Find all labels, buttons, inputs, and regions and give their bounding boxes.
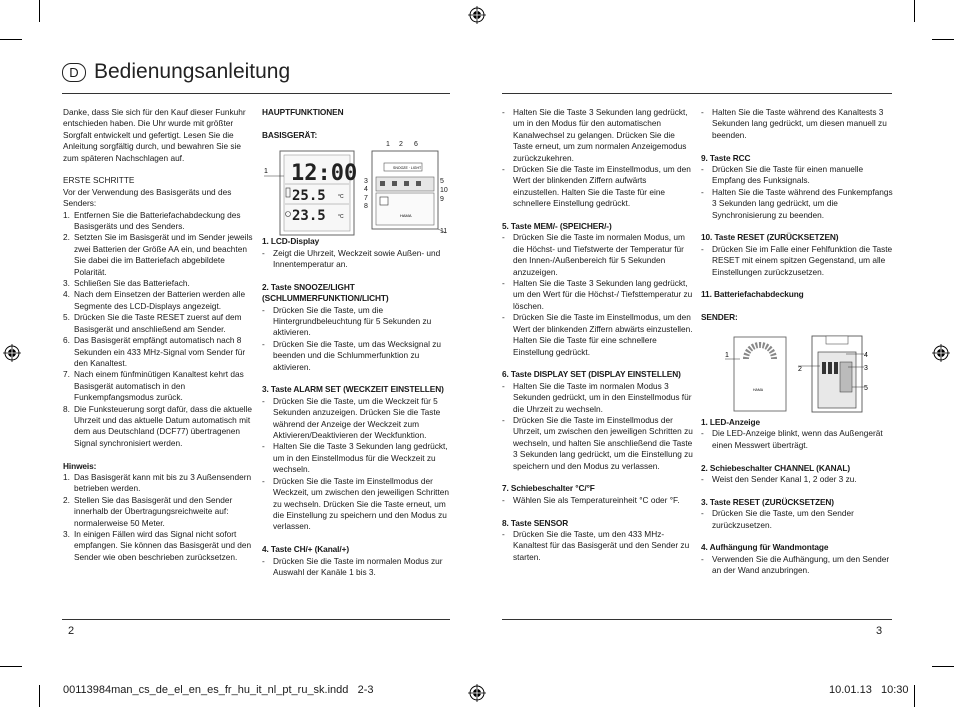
callout-label: 8 bbox=[364, 203, 368, 210]
bullet-list bbox=[262, 305, 455, 373]
bullet-item bbox=[502, 529, 694, 563]
lcd-indoor-temp: 23.5 bbox=[292, 208, 326, 224]
bullet-item bbox=[262, 339, 455, 373]
bullet-text: Drücken Sie die Taste, um das Wecksignal zu beenden und die Schlummerfunktion zu aktivieren. bbox=[273, 338, 442, 372]
callout-label: 6 bbox=[414, 141, 418, 148]
registration-mark-icon bbox=[468, 684, 486, 702]
list-item bbox=[63, 495, 253, 529]
intro-text: Danke, dass Sie sich für den Kauf dieser Funkuhr entschieden haben. Die Uhr wurde mit größter Sorgfalt entwickelt und gefertigt. Lesen Sie die Anleitung sorgfältig durch, und bewahren Sie sie zum späteren Nachschlagen auf. bbox=[63, 107, 246, 163]
dash-marker: - bbox=[262, 441, 265, 452]
bullet-list bbox=[262, 248, 455, 271]
section-title: 7. Schiebeschalter °C/°F bbox=[502, 483, 595, 494]
page-number-right: 3 bbox=[876, 625, 883, 637]
footer-timestamp: 10.01.13 10:30 bbox=[829, 684, 909, 696]
crop-mark bbox=[932, 39, 954, 40]
dash-marker: - bbox=[502, 278, 505, 289]
crop-mark bbox=[39, 685, 40, 707]
dash-marker: - bbox=[502, 528, 505, 539]
section-title: HAUPTFUNKTIONEN bbox=[262, 107, 344, 117]
list-item bbox=[63, 210, 253, 233]
section-title: 5. Taste MEM/- (SPEICHER/-) bbox=[502, 221, 612, 232]
bullet-text: Drücken Sie die Taste im Einstellmodus der Uhrzeit, um zwischen den jeweiligen Schritten zu wechseln, und halten Sie anschließend die Taste 3 Sekunden lang gedrückt, um die Einstellung zu speichern und den Modus zu verlassen. bbox=[513, 414, 693, 471]
list-item bbox=[63, 404, 253, 450]
list-text: Das Basisgerät kann mit bis zu 3 Außensendern betrieben werden. bbox=[74, 471, 252, 494]
list-marker: 3. bbox=[63, 278, 70, 289]
bullet-text: Drücken Sie die Taste im Einstellmodus, um den Wert der blinkenden Ziffern abwärts einzustellen. Halten Sie die Taste für eine schnellere Einstellung gedrückt. bbox=[513, 312, 693, 357]
dash-marker: - bbox=[262, 475, 265, 486]
header-rule bbox=[502, 93, 892, 94]
list-text: Das Basisgerät empfängt automatisch nach 8 Sekunden ein 433 MHz-Signal vom Sender für den Kanaltest. bbox=[74, 335, 246, 368]
crop-mark bbox=[914, 685, 915, 707]
bullet-text: Drücken Sie die Taste im Einstellmodus, um den Wert der blinkenden Ziffern aufwärts einzustellen. Halten Sie die Taste für eine schnellere Einstellung gedrückt. bbox=[513, 164, 691, 209]
dash-marker: - bbox=[502, 164, 505, 175]
lcd-time: 12:00 bbox=[291, 161, 357, 186]
bullet-item bbox=[701, 428, 893, 451]
footer-rule bbox=[62, 619, 450, 620]
list-text: Nach dem Einsetzen der Batterien werden alle Segmente des LCD-Displays angezeigt. bbox=[74, 289, 246, 311]
bullet-list bbox=[502, 529, 694, 563]
bullet-text: Wählen Sie als Temperatureinheit °C oder °F. bbox=[513, 494, 680, 505]
sender-front-figure bbox=[722, 335, 792, 415]
registration-mark-icon bbox=[932, 344, 950, 362]
registration-mark-icon bbox=[468, 6, 486, 24]
bullet-item bbox=[262, 556, 455, 579]
bullet-text: Verwenden Sie die Aufhängung, um den Sender an der Wand anzubringen. bbox=[712, 553, 890, 576]
section-title: 8. Taste SENSOR bbox=[502, 517, 569, 528]
lcd-unit: °C bbox=[338, 194, 344, 200]
section-title: ERSTE SCHRITTE bbox=[63, 175, 135, 186]
list-item bbox=[63, 289, 253, 312]
list-text: In einigen Fällen wird das Signal nicht sofort empfangen. Sie können das Basisgerät und den Sender wie oben beschrieben zurücksetzen. bbox=[74, 529, 252, 562]
callout-label: 7 bbox=[364, 195, 368, 202]
bullet-text: Drücken Sie die Taste im normalen Modus zur Auswahl der Kanäle 1 bis 3. bbox=[273, 555, 443, 577]
dash-marker: - bbox=[502, 380, 505, 391]
list-text: Die Funksteuerung sorgt dafür, dass die aktuelle Uhrzeit und das aktuelle Datum automatisch mit dem aus Deutschland (DCF77) übertragenen Signal synchronisiert werden. bbox=[74, 403, 253, 448]
list-marker: 1. bbox=[63, 471, 70, 482]
dash-marker: - bbox=[701, 428, 704, 439]
base-unit-back-figure bbox=[360, 143, 452, 238]
callout-label: 5 bbox=[864, 385, 868, 392]
callout-label: 3 bbox=[364, 178, 368, 185]
column-3 bbox=[502, 107, 694, 563]
steps-list bbox=[63, 210, 253, 450]
section-title: 3. Taste ALARM SET (WECKZEIT EINSTELLEN) bbox=[262, 384, 444, 395]
dash-marker: - bbox=[262, 247, 265, 258]
bullet-text: Drücken Sie die Taste im normalen Modus, um die Höchst- und Tiefstwerte der Temperatur für den Innen-/Außenbereich für 5 Sekunden anzuzeigen. bbox=[513, 232, 685, 277]
page-title: Bedienungsanleitung bbox=[94, 60, 291, 83]
bullet-item bbox=[701, 187, 893, 221]
bullet-text: Drücken Sie die Taste, um die Hintergrundbeleuchtung für 5 Sekunden zu aktivieren. bbox=[273, 304, 432, 338]
list-marker: 2. bbox=[63, 232, 70, 243]
bullet-item bbox=[502, 415, 694, 472]
callout-label: 5 bbox=[440, 178, 444, 185]
bullet-text: Drücken Sie die Taste, um die Weckzeit für 5 Sekunden anzuzeigen. Drücken Sie die Taste während der Anzeige der Weckzeit zum Aktivieren/Deaktivieren der Weckfunktion. bbox=[273, 395, 441, 441]
bullet-item bbox=[701, 508, 893, 531]
section-title: 1. LCD-Display bbox=[262, 236, 320, 247]
dash-marker: - bbox=[502, 312, 505, 323]
bullet-list bbox=[701, 107, 893, 141]
lcd-outdoor-temp: 25.5 bbox=[292, 188, 326, 204]
list-marker: 5. bbox=[63, 312, 70, 323]
bullet-list bbox=[701, 474, 893, 485]
section-title: 10. Taste RESET (ZURÜCKSETZEN) bbox=[701, 232, 839, 243]
callout-label: 11 bbox=[440, 228, 448, 235]
footer-filename: 00113984man_cs_de_el_en_es_fr_hu_it_nl_pt_ru_sk.indd 2-3 bbox=[63, 684, 374, 696]
list-marker: 2. bbox=[63, 494, 70, 505]
list-item bbox=[63, 278, 253, 289]
crop-mark bbox=[39, 0, 40, 22]
bullet-list bbox=[701, 428, 893, 451]
paragraph: Vor der Verwendung des Basisgeräts und des Senders: bbox=[63, 186, 232, 209]
bullet-item bbox=[262, 441, 455, 475]
list-marker: 3. bbox=[63, 529, 70, 539]
dash-marker: - bbox=[502, 494, 505, 505]
bullet-list bbox=[701, 508, 893, 531]
bullet-text: Halten Sie die Taste 3 Sekunden lang gedrückt, um in den Modus für den automatischen Kanalwechsel zu gelangen. Drücken Sie die Taste erneut, um zum normalen Anzeigemodus zurückzukehren. bbox=[513, 107, 688, 163]
section-title: 2. Schiebeschalter CHANNEL (KANAL) bbox=[701, 462, 851, 473]
bullet-item bbox=[701, 244, 893, 278]
dash-marker: - bbox=[701, 164, 704, 175]
sender-back-figure bbox=[796, 332, 876, 417]
bullet-list bbox=[701, 164, 893, 221]
brand-label: HAMA bbox=[753, 388, 764, 392]
dash-marker: - bbox=[502, 414, 505, 425]
bullet-item bbox=[262, 305, 455, 339]
dash-marker: - bbox=[701, 107, 704, 117]
registration-mark-icon bbox=[3, 344, 21, 362]
dash-marker: - bbox=[502, 232, 505, 243]
list-marker: 1. bbox=[63, 209, 70, 220]
bullet-text: Halten Sie die Taste im normalen Modus 3 Sekunden gedrückt, um in den Einstellmodus für die Uhrzeit zu wechseln. bbox=[513, 380, 692, 414]
crop-mark bbox=[0, 39, 22, 40]
list-text: Drücken Sie die Taste RESET zuerst auf dem Basisgerät und anschließend am Sender. bbox=[74, 312, 242, 334]
dash-marker: - bbox=[701, 553, 704, 564]
dash-marker: - bbox=[262, 555, 265, 566]
callout-label: 2 bbox=[798, 366, 802, 373]
bullet-text: Zeigt die Uhrzeit, Weckzeit sowie Außen- und Innentemperatur an. bbox=[273, 247, 441, 270]
bullet-text: Weist den Sender Kanal 1, 2 oder 3 zu. bbox=[712, 474, 857, 485]
page-header bbox=[62, 60, 290, 84]
callout-label: 3 bbox=[864, 365, 868, 372]
section-title: BASISGERÄT: bbox=[262, 129, 318, 140]
bullet-item bbox=[262, 476, 455, 533]
bullet-list bbox=[262, 396, 455, 533]
bullet-item bbox=[701, 474, 893, 485]
dash-marker: - bbox=[262, 395, 265, 406]
bullet-text: Drücken Sie die Taste im Einstellmodus der Weckzeit, um zwischen den jeweiligen Schritten zu wechseln. Drücken Sie die Taste erneut, um die Einstellung zu speichern und den Modus zu verlassen. bbox=[273, 475, 450, 532]
list-item bbox=[63, 232, 253, 278]
callout-label: 2 bbox=[399, 141, 403, 148]
callout-label: 9 bbox=[440, 196, 444, 203]
bullet-text: Drücken Sie die Taste, um den Sender zurückzusetzen. bbox=[712, 508, 854, 530]
list-marker: 8. bbox=[63, 403, 70, 414]
callout-label: 1 bbox=[725, 352, 729, 359]
note-title: Hinweis: bbox=[63, 460, 97, 471]
bullet-text: Die LED-Anzeige blinkt, wenn das Außengerät einen Messwert überträgt. bbox=[712, 428, 883, 450]
list-text: Setzten Sie im Basisgerät und im Sender jeweils zwei Batterien der Größe AA ein, und beachten Sie dabei die im Batteriefach abgebildete Polarität. bbox=[74, 232, 253, 277]
dash-marker: - bbox=[262, 338, 265, 349]
bullet-item bbox=[502, 164, 694, 210]
button-label: SNOOZE · LIGHT bbox=[393, 166, 422, 170]
bullet-list bbox=[701, 554, 893, 577]
callout-label: 1 bbox=[264, 168, 268, 175]
bullet-item bbox=[701, 554, 893, 577]
bullet-item bbox=[701, 107, 893, 141]
section-title: 2. Taste SNOOZE/LIGHT (SCHLUMMERFUNKTION/LICHT) bbox=[262, 281, 389, 304]
language-badge: D bbox=[62, 63, 86, 82]
column-1 bbox=[63, 107, 253, 563]
dash-marker: - bbox=[502, 107, 505, 117]
dash-marker: - bbox=[701, 474, 704, 485]
bullet-list bbox=[262, 556, 455, 579]
bullet-item bbox=[502, 278, 694, 312]
section-title: 6. Taste DISPLAY SET (DISPLAY EINSTELLEN) bbox=[502, 369, 681, 380]
bullet-list bbox=[701, 244, 893, 278]
footer-rule bbox=[502, 619, 892, 620]
dash-marker: - bbox=[262, 304, 265, 315]
section-title: 9. Taste RCC bbox=[701, 152, 751, 163]
list-item bbox=[63, 369, 253, 403]
list-text: Nach einem fünfminütigen Kanaltest kehrt das Basisgerät automatisch in den Funkempfangsmodus zurück. bbox=[74, 369, 244, 403]
section-title: 4. Taste CH/+ (Kanal/+) bbox=[262, 544, 349, 555]
bullet-text: Halten Sie die Taste während des Kanaltests 3 Sekunden lang gedrückt, um diesen manuell zu beenden. bbox=[712, 107, 887, 140]
bullet-item bbox=[262, 396, 455, 442]
bullet-text: Drücken Sie die Taste, um den 433 MHz-Kanaltest für das Basisgerät und den Sender zu starten. bbox=[513, 528, 690, 562]
crop-mark bbox=[932, 666, 954, 667]
bullet-list bbox=[502, 107, 694, 210]
list-text: Stellen Sie das Basisgerät und den Sender innerhalb der Übertragungsreichweite auf: normalerweise 50 Meter. bbox=[74, 494, 233, 528]
callout-label: 1 bbox=[386, 141, 390, 148]
brand-label: HAMA bbox=[400, 213, 412, 218]
lcd-unit: °C bbox=[338, 214, 344, 220]
list-item bbox=[63, 312, 253, 335]
section-title: 11. Batteriefachabdeckung bbox=[701, 289, 804, 300]
section-title: 3. Taste RESET (ZURÜCKSETZEN) bbox=[701, 496, 834, 507]
section-title: 1. LED-Anzeige bbox=[701, 417, 760, 428]
bullet-list bbox=[502, 381, 694, 472]
section-title: SENDER: bbox=[701, 312, 738, 323]
dash-marker: - bbox=[701, 243, 704, 254]
section-title: 4. Aufhängung für Wandmontage bbox=[701, 542, 829, 553]
list-item bbox=[63, 472, 253, 495]
bullet-text: Halten Sie die Taste 3 Sekunden lang gedrückt, um in den Einstellmodus für die Weckzeit zu wechseln. bbox=[273, 441, 448, 475]
bullet-item bbox=[502, 232, 694, 278]
list-text: Schließen Sie das Batteriefach. bbox=[74, 278, 190, 289]
bullet-item bbox=[502, 495, 694, 506]
list-item bbox=[63, 335, 253, 369]
bullet-text: Halten Sie die Taste 3 Sekunden lang gedrückt, um den Wert für die Höchst-/ Tiefsttemperatur zu löschen. bbox=[513, 278, 693, 311]
base-unit-front-figure bbox=[262, 150, 357, 238]
bullet-list bbox=[502, 495, 694, 506]
callout-label: 10 bbox=[440, 187, 448, 194]
callout-label: 4 bbox=[864, 352, 868, 359]
bullet-item bbox=[502, 107, 694, 164]
bullet-item bbox=[502, 381, 694, 415]
list-marker: 6. bbox=[63, 335, 70, 346]
bullet-text: Drücken Sie die Taste für einen manuelle Empfang des Funksignals. bbox=[712, 164, 864, 186]
list-marker: 4. bbox=[63, 289, 70, 300]
bullet-item bbox=[502, 312, 694, 358]
bullet-text: Halten Sie die Taste während des Funkempfangs 3 Sekunden lang gedrückt, um die Synchronisierung zu beenden. bbox=[712, 186, 893, 220]
notes-list bbox=[63, 472, 253, 563]
crop-mark bbox=[0, 666, 22, 667]
bullet-text: Drücken Sie im Falle einer Fehlfunktion die Taste RESET mit einem spitzen Gegenstand, um alle Einstellungen zurückzusetzen. bbox=[712, 243, 893, 277]
page-number-left: 2 bbox=[68, 625, 75, 637]
bullet-item bbox=[262, 248, 455, 271]
dash-marker: - bbox=[701, 508, 704, 519]
header-rule bbox=[62, 93, 450, 94]
dash-marker: - bbox=[701, 186, 704, 197]
crop-mark bbox=[914, 0, 915, 22]
list-marker: 7. bbox=[63, 369, 70, 380]
bullet-list bbox=[502, 232, 694, 357]
list-item bbox=[63, 529, 253, 563]
callout-label: 4 bbox=[364, 186, 368, 193]
list-text: Entfernen Sie die Batteriefachabdeckung des Basisgeräts und des Senders. bbox=[74, 209, 241, 232]
bullet-item bbox=[701, 164, 893, 187]
